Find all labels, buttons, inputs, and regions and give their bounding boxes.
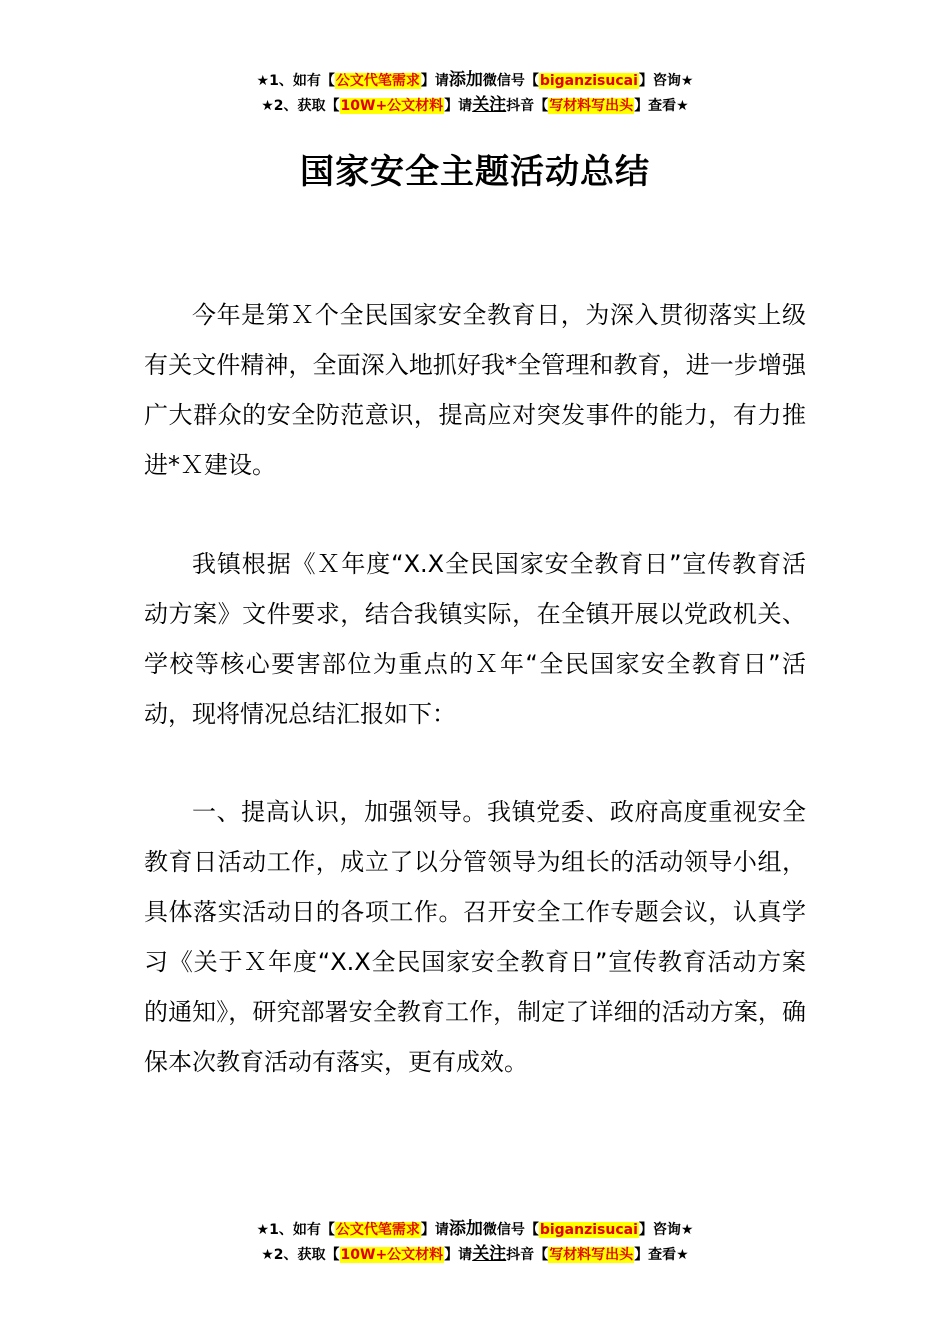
promo-line-1-prefix: ★1、如有【 (256, 1222, 335, 1238)
promo-line-2-suffix: 】查看★ (634, 1247, 689, 1263)
promo-line-2-mid: 】请 (444, 1247, 473, 1263)
promo-header (0, 68, 950, 118)
promo-line-2-prefix: ★2、获取【 (261, 98, 340, 114)
promo-emphasis-follow: 关注 (472, 95, 507, 115)
promo-douyin-account: 写材料写出头 (549, 98, 634, 114)
promo-line-1-suffix: 】咨询★ (638, 1222, 694, 1238)
promo-highlight-writing-service: 公文代笔需求 (335, 73, 420, 89)
promo-line-2-suffix: 】查看★ (634, 98, 689, 114)
promo-douyin-account: 写材料写出头 (549, 1247, 634, 1263)
document-title: 国家安全主题活动总结 (300, 152, 650, 192)
promo-line-1-prefix: ★1、如有【 (256, 73, 335, 89)
promo-line-1-suffix: 】咨询★ (638, 73, 694, 89)
promo-line-1-mid2: 微信号【 (482, 73, 539, 89)
promo-line-2-mid2: 抖音【 (506, 1247, 549, 1263)
promo-line-2 (0, 1242, 950, 1267)
promo-line-2-mid2: 抖音【 (506, 98, 549, 114)
promo-line-1-mid2: 微信号【 (482, 1222, 539, 1238)
promo-wechat-id: biganzisucai (539, 1222, 638, 1238)
promo-highlight-materials: 10W+公文材料 (340, 1247, 444, 1263)
promo-emphasis-add: 添加 (448, 1219, 483, 1239)
promo-wechat-id: biganzisucai (539, 73, 638, 89)
promo-highlight-writing-service: 公文代笔需求 (335, 1222, 420, 1238)
promo-line-1-mid: 】请 (420, 1222, 449, 1238)
promo-line-2-prefix: ★2、获取【 (261, 1247, 340, 1263)
promo-highlight-materials: 10W+公文材料 (340, 98, 444, 114)
promo-line-1-mid: 】请 (420, 73, 449, 89)
promo-line-2-mid: 】请 (444, 98, 473, 114)
body-paragraph-1: 今年是第Ｘ个全民国家安全教育日，为深入贯彻落实上级有关文件精神，全面深入地抓好我*全管理和教育，进一步增强广大群众的安全防范意识，提高应对突发事件的能力，有力推进*Ｘ建设。 (144, 301, 806, 479)
promo-line-1 (0, 68, 950, 93)
promo-emphasis-follow: 关注 (472, 1244, 507, 1264)
promo-footer (0, 1217, 950, 1267)
body-paragraph-3: 一、提高认识，加强领导。我镇党委、政府高度重视安全教育日活动工作，成立了以分管领导为组长的活动领导小组，具体落实活动日的各项工作。召开安全工作专题会议，认真学习《关于Ｘ年度“X.X全民国家安全教育日”宣传教育活动方案的通知》，研究部署安全教育工作，制定了详细的活动方案，确保本次教育活动有落实，更有成效。 (144, 798, 806, 1076)
promo-line-2 (0, 93, 950, 118)
promo-emphasis-add: 添加 (448, 70, 483, 90)
body-paragraph-2: 我镇根据《Ｘ年度“X.X全民国家安全教育日”宣传教育活动方案》文件要求，结合我镇实际，在全镇开展以党政机关、学校等核心要害部位为重点的Ｘ年“全民国家安全教育日”活动，现将情况总结汇报如下： (144, 550, 806, 728)
promo-line-1 (0, 1217, 950, 1242)
